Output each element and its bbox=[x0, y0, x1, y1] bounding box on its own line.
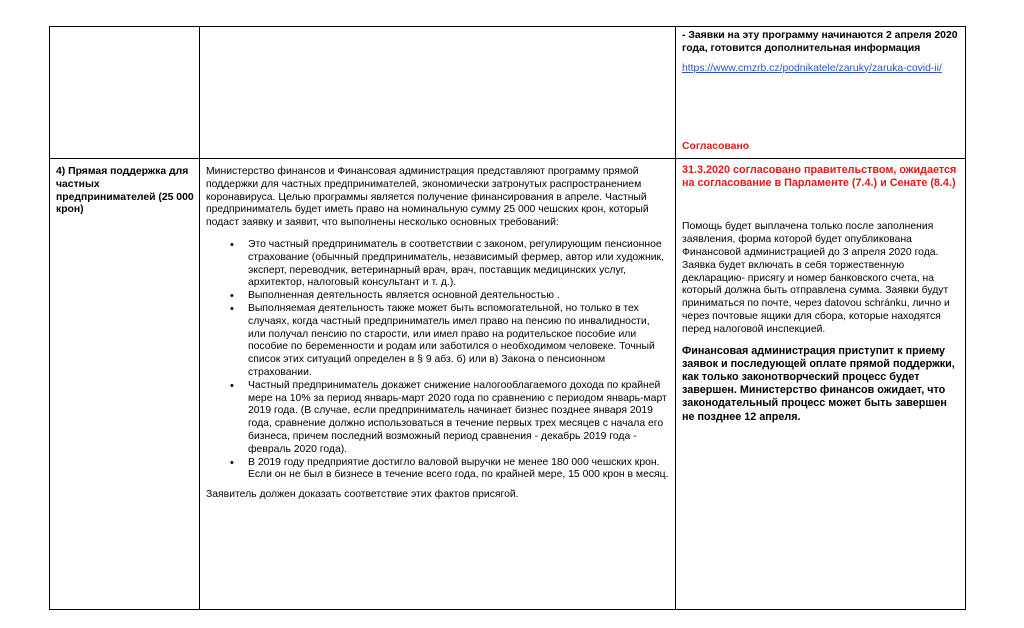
table-row-divider bbox=[49, 158, 966, 159]
requirements-list bbox=[224, 239, 670, 482]
table-divider-col1 bbox=[199, 26, 200, 610]
list-item: • Выполняемая деятельность также может быть вспомогательной, но только в тех случаях, когда частный предприниматель имел право на пенсию по инвалидности, или получал пенсию по старости, или имел право на родительское пособие или пособие по беременности и родам или заботился о необходимом человеке. Точный список этих ситуаций определен в § 9 абз. б) или в) Закона о пенсионном страховании. bbox=[224, 303, 670, 380]
payment-info: Помощь будет выплачена только после заполнения заявления, форма которой будет опубликована Финансовой администрацией до 3 апреля 2020 года. Заявка будет включать в себя торжественную декларацию- присягу и номер банковского счета, на который должна быть отправлена сумма. Заявки будут приниматься по почте, через datovou schránku, лично и через почтовые ящики для сбора, которые находятся перед налоговой инспекцией. bbox=[682, 221, 950, 335]
list-item: • Это частный предприниматель в соответствии с законом, регулирующим пенсионное страхование (обычный предприниматель, независимый фермер, автор или художник, эксперт, переводчик, ветеринарный врач, врач, поставщик медицинских услуг, архитектор, налоговый консультант и т. д.). bbox=[224, 239, 670, 290]
top-row-right-cell bbox=[682, 30, 962, 152]
status-approved: Согласовано bbox=[682, 141, 750, 152]
cmzrb-link[interactable]: https://www.cmzrb.cz/podnikatele/zaruky/zaruka-covid-ii/ bbox=[682, 62, 942, 74]
table-border-top bbox=[49, 26, 966, 27]
table-divider-col2 bbox=[675, 26, 676, 610]
list-item: • Выполненная деятельность является основной деятельностью . bbox=[224, 290, 670, 303]
table-border-bottom bbox=[49, 609, 966, 610]
list-item: • Частный предприниматель докажет снижение налогооблагаемого дохода по крайней мере на 10% за период январь-март 2020 года по сравнению с периодом январь-март 2019 года. (В случае, если предприниматель начинает бизнес позднее января 2019 года, сравнение должно использоваться в течение первых трех месяцев с начала его бизнеса, причем последний возможный период сравнения - декабрь 2019 года - февраль 2020 года). bbox=[224, 380, 670, 457]
row4-title-cell bbox=[56, 166, 196, 217]
table-border-left bbox=[49, 26, 50, 610]
application-start-note: - Заявки на эту программу начинаются 2 апреля 2020 года, готовится дополнительная информация bbox=[682, 30, 958, 54]
row4-title: 4) Прямая поддержка для частных предпринимателей (25 000 крон) bbox=[56, 166, 194, 216]
table-border-right bbox=[965, 26, 966, 610]
list-item: • В 2019 году предприятие достигло валовой выручки не менее 180 000 чешских крон. Если он не был в бизнесе в течение всего года, по крайней мере, 15 000 крон в месяц. bbox=[224, 457, 670, 483]
program-intro: Министерство финансов и Финансовая администрация представляют программу прямой поддержки для частных предпринимателей, экономически затронутых распространением коронавируса. Целью программы является получение финансирования в апреле. Частный предприниматель будет иметь право на номинальную сумму 25 000 чешских крон, который подаст заявку и заявит, что выполнены несколько основных требований: bbox=[206, 166, 649, 229]
row4-description-cell bbox=[206, 166, 670, 502]
administration-note: Финансовая администрация приступит к приему заявок и последующей оплате прямой поддержки, как только законотворческий процесс будет завершен. Министерство финансов ожидает, что законодательный процесс может быть завершен не позднее 12 апреля. bbox=[682, 344, 955, 423]
approval-status: 31.3.2020 согласовано правительством, ожидается на согласование в Парламенте (7.4.) и Сенате (8.4.) bbox=[682, 164, 957, 190]
oath-requirement: Заявитель должен доказать соответствие этих фактов присягой. bbox=[206, 489, 519, 501]
row4-status-cell bbox=[682, 164, 962, 424]
